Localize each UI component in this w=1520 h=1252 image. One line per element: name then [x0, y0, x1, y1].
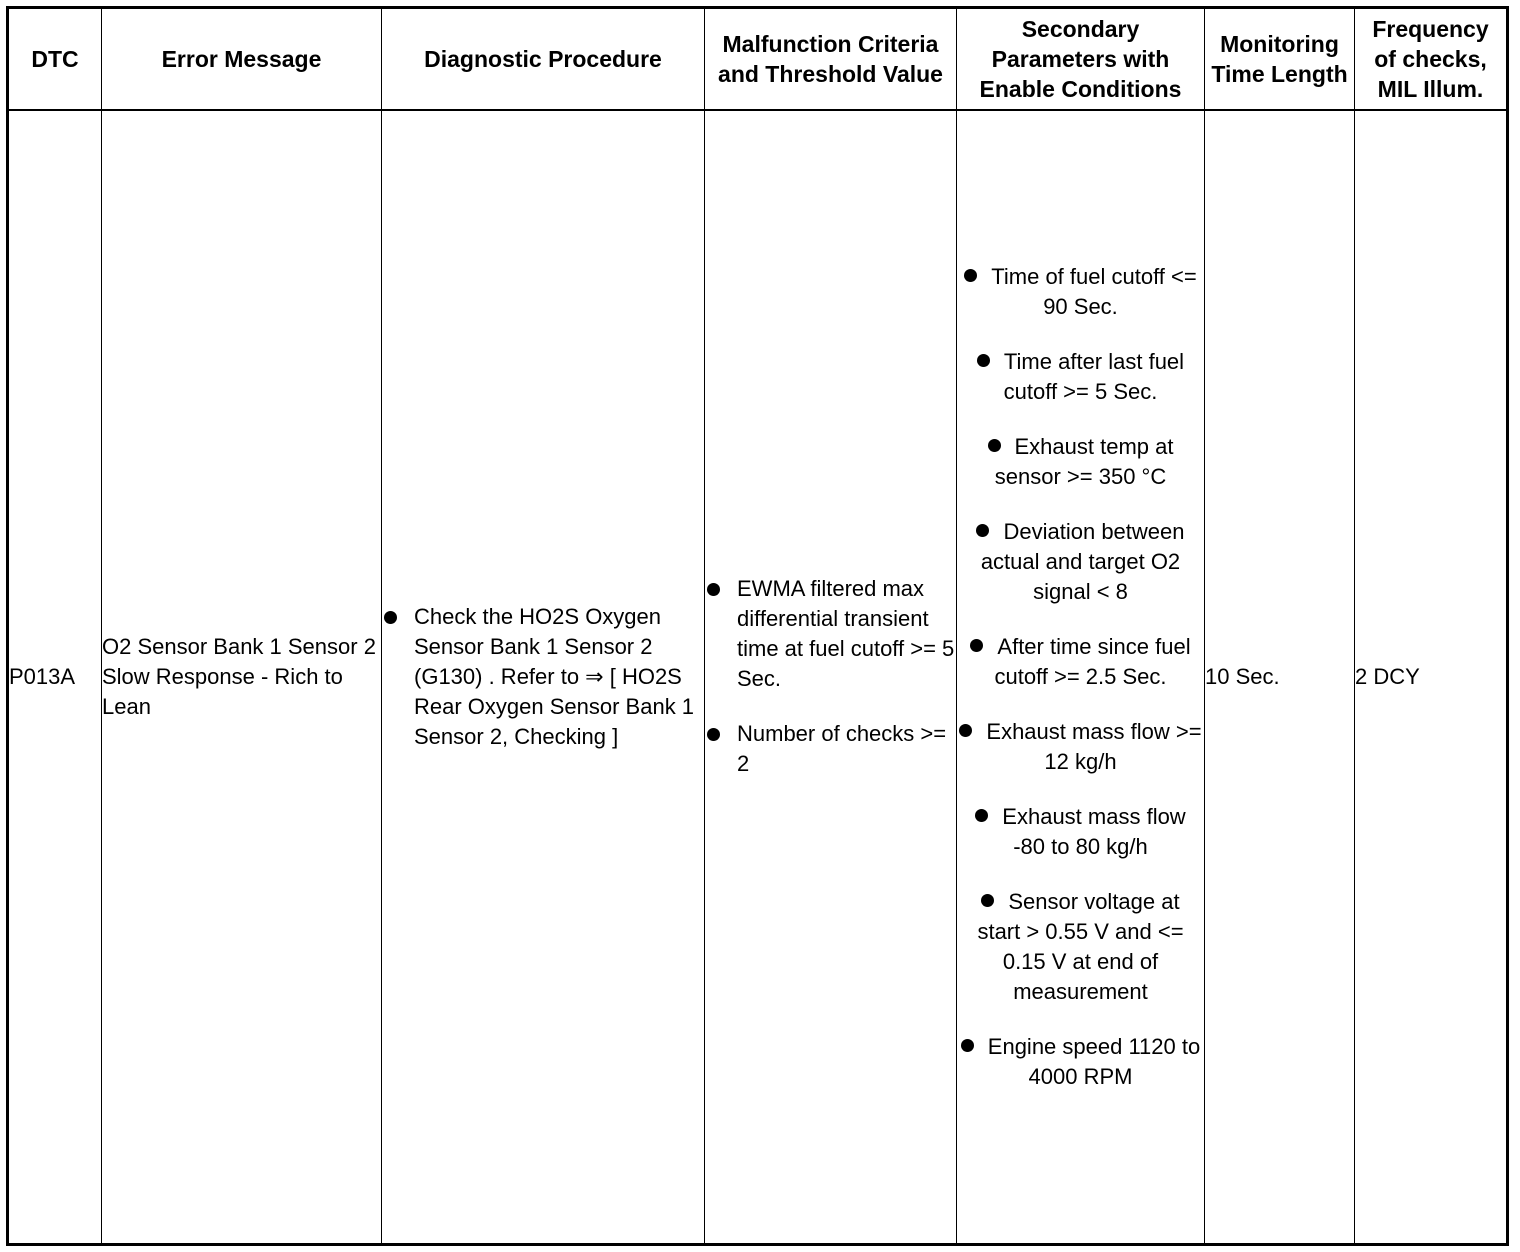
secondary-parameter-text: Deviation between actual and target O2 signal < 8	[980, 518, 1185, 604]
bullet-icon	[970, 639, 983, 652]
header-frequency: Frequency of checks, MIL Illum.	[1355, 8, 1508, 110]
secondary-parameter-text: Time of fuel cutoff <= 90 Sec.	[991, 263, 1197, 319]
secondary-parameter-item	[957, 262, 1204, 322]
bullet-icon	[976, 524, 989, 537]
secondary-parameter-item	[957, 887, 1204, 1007]
secondary-parameter-text: Exhaust mass flow >= 12 kg/h	[986, 718, 1202, 774]
bullet-icon	[961, 1039, 974, 1052]
header-error-message: Error Message	[102, 8, 382, 110]
criteria-text: Number of checks >= 2	[737, 721, 947, 777]
secondary-parameter-text: Time after last fuel cutoff >= 5 Sec.	[1003, 348, 1185, 404]
table-header	[8, 8, 1508, 110]
cell-error-message: O2 Sensor Bank 1 Sensor 2 Slow Response - Rich to Lean	[102, 110, 382, 1245]
bullet-icon	[988, 439, 1001, 452]
bullet-icon	[959, 724, 972, 737]
header-dtc: DTC	[8, 8, 102, 110]
criteria-item	[705, 719, 956, 779]
header-monitoring-time: Monitoring Time Length	[1205, 8, 1355, 110]
header-malfunction-criteria: Malfunction Criteria and Threshold Value	[705, 8, 957, 110]
bullet-icon	[964, 269, 977, 282]
secondary-parameter-text: Exhaust temp at sensor >= 350 °C	[994, 433, 1174, 489]
procedure-list	[382, 602, 704, 752]
secondary-parameter-text: Sensor voltage at start > 0.55 V and <= 0.15 V at end of measurement	[977, 888, 1184, 1004]
secondary-parameter-item	[957, 632, 1204, 692]
cell-secondary-parameters	[957, 110, 1205, 1245]
bullet-icon	[384, 611, 397, 624]
cell-dtc-code: P013A	[8, 110, 102, 1245]
secondary-parameter-text: Engine speed 1120 to 4000 RPM	[987, 1033, 1201, 1089]
secondary-parameter-item	[957, 1032, 1204, 1092]
secondary-parameter-item	[957, 802, 1204, 862]
procedure-text: Check the HO2S Oxygen Sensor Bank 1 Sensor 2 (G130) . Refer to ⇒ [ HO2S Rear Oxygen Sensor Bank 1 Sensor 2, Checking ]	[414, 603, 695, 749]
header-row	[8, 8, 1508, 110]
secondary-parameter-item	[957, 717, 1204, 777]
secondary-parameter-list	[957, 262, 1204, 1092]
cell-diagnostic-procedure	[382, 110, 705, 1245]
header-diagnostic-procedure: Diagnostic Procedure	[382, 8, 705, 110]
bullet-icon	[707, 583, 720, 596]
cell-frequency: 2 DCY	[1355, 110, 1508, 1245]
criteria-text: EWMA filtered max differential transient time at fuel cutoff >= 5 Sec.	[737, 576, 955, 692]
cell-monitoring-time: 10 Sec.	[1205, 110, 1355, 1245]
bullet-icon	[981, 894, 994, 907]
bullet-icon	[707, 728, 720, 741]
secondary-parameter-text: Exhaust mass flow -80 to 80 kg/h	[1002, 803, 1186, 859]
cell-malfunction-criteria	[705, 110, 957, 1245]
secondary-parameter-item	[957, 517, 1204, 607]
dtc-table	[6, 6, 1509, 1246]
secondary-parameter-text: After time since fuel cutoff >= 2.5 Sec.	[994, 633, 1191, 689]
secondary-parameter-item	[957, 432, 1204, 492]
bullet-icon	[977, 354, 990, 367]
table-row	[8, 110, 1508, 1245]
bullet-icon	[975, 809, 988, 822]
criteria-list	[705, 574, 956, 779]
table-body	[8, 110, 1508, 1245]
header-secondary-parameters: Secondary Parameters with Enable Conditions	[957, 8, 1205, 110]
secondary-parameter-item	[957, 347, 1204, 407]
criteria-item	[705, 574, 956, 694]
procedure-item	[382, 602, 704, 752]
